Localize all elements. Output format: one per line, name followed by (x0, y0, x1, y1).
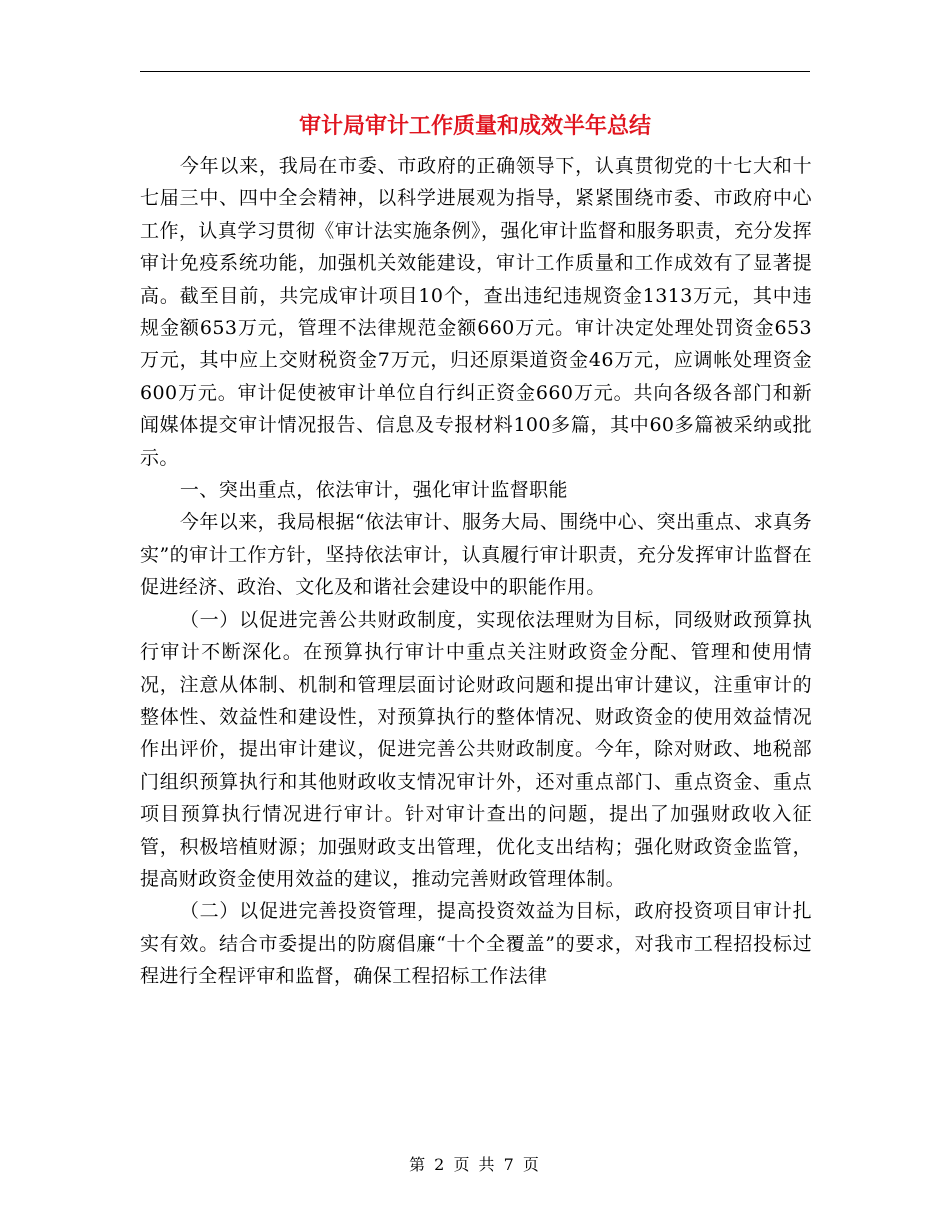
subsection-1-paragraph: （一）以促进完善公共财政制度，实现依法理财为目标，同级财政预算执行审计不断深化。在预算执行审计中重点关注财政资金分配、管理和使用情况，注意从体制、机制和管理层面讨论财政问题和提出审计建议，注重审计的整体性、效益性和建设性，对预算执行的整体情况、财政资金的使用效益情况作出评价，提出审计建议，促进完善公共财政制度。今年，除对财政、地税部门组织预算执行和其他财政收支情况审计外，还对重点部门、重点资金、重点项目预算执行情况进行审计。针对审计查出的问题，提出了加强财政收入征管，积极培植财源；加强财政支出管理，优化支出结构；强化财政资金监管，提高财政资金使用效益的建议，推动完善财政管理体制。 (140, 608, 812, 890)
intro-paragraph: 今年以来，我局在市委、市政府的正确领导下，认真贯彻党的十七大和十七届三中、四中全会精神，以科学进展观为指导，紧紧围绕市委、市政府中心工作，认真学习贯彻《审计法实施条例》，强化审计监督和服务职责，充分发挥审计免疫系统功能，加强机关效能建设，审计工作质量和工作成效有了显著提高。截至目前，共完成审计项目10个，查出违纪违规资金1313万元，其中违规金额653万元，管理不法律规范金额660万元。审计决定处理处罚资金653万元，其中应上交财税资金7万元，归还原渠道资金46万元，应调帐处理资金600万元。审计促使被审计单位自行纠正资金660万元。共向各级各部门和新闻媒体提交审计情况报告、信息及专报材料100多篇，其中60多篇被采纳或批示。 (140, 155, 812, 469)
section-heading: 一、突出重点，依法审计，强化审计监督职能 (179, 479, 568, 502)
header-rule (140, 71, 810, 72)
section-intro-paragraph: 今年以来，我局根据“依法审计、服务大局、围绕中心、突出重点、求真务实”的审计工作方针，坚持依法审计，认真履行审计职责，充分发挥审计监督在促进经济、政治、文化及和谐社会建设中的职能作用。 (140, 511, 812, 599)
document-body (140, 150, 812, 993)
page-number-footer: 第 2 页 共 7 页 (409, 1155, 541, 1174)
subsection-2-paragraph: （二）以促进完善投资管理，提高投资效益为目标，政府投资项目审计扎实有效。结合市委提出的防腐倡廉“十个全覆盖”的要求，对我市工程招投标过程进行全程评审和监督，确保工程招标工作法律 (140, 900, 812, 988)
document-title: 审计局审计工作质量和成效半年总结 (298, 113, 651, 139)
